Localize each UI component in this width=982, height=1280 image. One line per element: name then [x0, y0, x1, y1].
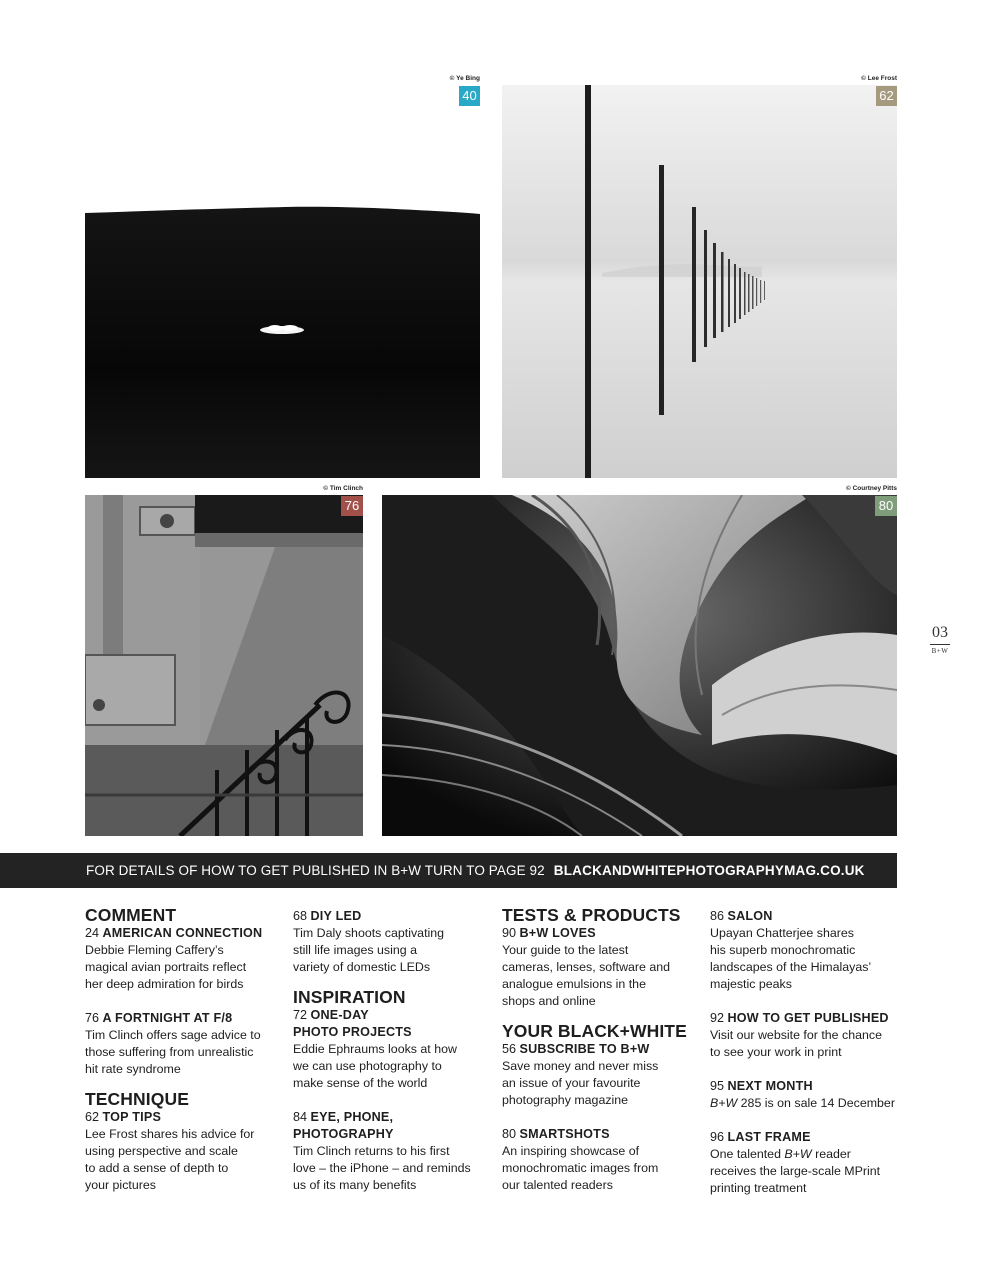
entry-title: HOW TO GET PUBLISHED	[727, 1011, 889, 1025]
photo-credit: © Tim Clinch	[323, 485, 363, 492]
entry-desc-line: majestic peaks	[710, 977, 792, 991]
contents-entry[interactable]	[293, 908, 489, 976]
entry-desc-line: using perspective and scale	[85, 1144, 238, 1158]
contents-entry[interactable]	[710, 1078, 906, 1112]
page-number-badge: 80	[875, 496, 897, 516]
contents-entry[interactable]	[502, 925, 698, 1010]
entry-desc-line: Tim Daly shoots captivating	[293, 926, 445, 940]
entry-desc-line: monochromatic images from	[502, 1161, 659, 1175]
entry-page-number: 92	[710, 1011, 725, 1025]
entry-desc-line: photography magazine	[502, 1093, 629, 1107]
entry-page-number: 86	[710, 909, 725, 923]
entry-desc-text: reader	[815, 1147, 851, 1161]
entry-desc-line: magical avian portraits reflect	[85, 960, 247, 974]
contents-entry[interactable]	[85, 1109, 281, 1194]
entry-title: A FORTNIGHT AT F/8	[102, 1011, 233, 1025]
entry-title: SUBSCRIBE TO B+W	[519, 1042, 650, 1056]
poles-in-water-image	[502, 85, 897, 478]
entry-desc-line: to see your work in print	[710, 1045, 842, 1059]
entry-page-number: 95	[710, 1079, 725, 1093]
entry-desc-line: cameras, lenses, software and	[502, 960, 671, 974]
entry-page-number: 76	[85, 1011, 100, 1025]
entry-page-number: 68	[293, 909, 308, 923]
section-heading-comment: COMMENT	[85, 905, 177, 925]
entry-title: NEXT MONTH	[727, 1079, 813, 1093]
entry-desc-line: Eddie Ephraums looks at how	[293, 1042, 457, 1056]
contents-entry[interactable]	[293, 1109, 489, 1194]
entry-desc-line: shops and online	[502, 994, 596, 1008]
photo-credit: © Ye Bing	[449, 75, 480, 82]
entry-desc-line: Upayan Chatterjee shares	[710, 926, 854, 940]
photo-ye-bing	[85, 85, 480, 478]
entry-desc-line: his superb monochromatic	[710, 943, 856, 957]
contents-entry[interactable]	[710, 1129, 906, 1197]
contents-column-3	[502, 906, 698, 1211]
entry-title-line-2: PHOTOGRAPHY	[293, 1127, 394, 1141]
entry-desc-line: receives the large-scale MPrint	[710, 1164, 881, 1178]
contents-entry[interactable]	[710, 908, 906, 993]
contents-entry[interactable]	[293, 1007, 489, 1092]
entry-desc-line: still life images using a	[293, 943, 417, 957]
entry-desc-line: An inspiring showcase of	[502, 1144, 640, 1158]
section-heading-your-black-white: YOUR BLACK+WHITE	[502, 1021, 687, 1041]
entry-desc-line	[710, 1095, 906, 1112]
entry-desc-line: variety of domestic LEDs	[293, 960, 431, 974]
page-number-badge: 76	[341, 496, 363, 516]
entry-desc-italic: B+W	[784, 1147, 812, 1161]
entry-desc-line: her deep admiration for birds	[85, 977, 244, 991]
entry-page-number: 90	[502, 926, 517, 940]
photo-credit: © Courtney Pitts	[845, 485, 897, 492]
entry-desc-line: make sense of the world	[293, 1076, 428, 1090]
folio-rule	[930, 644, 950, 645]
contents-entry[interactable]	[85, 1010, 281, 1078]
section-heading-tests-products: TESTS & PRODUCTS	[502, 905, 681, 925]
banner-text: FOR DETAILS OF HOW TO GET PUBLISHED IN B+W TURN TO PAGE 92	[86, 863, 545, 878]
entry-title: TOP TIPS	[102, 1110, 162, 1124]
entry-desc-line: hit rate syndrome	[85, 1062, 181, 1076]
photo-credit: © Lee Frost	[861, 75, 897, 82]
entry-desc-line: Visit our website for the chance	[710, 1028, 882, 1042]
entry-desc-line: to add a sense of depth to	[85, 1161, 229, 1175]
entry-desc-line: us of its many benefits	[293, 1178, 417, 1192]
entry-desc-line: our talented readers	[502, 1178, 613, 1192]
entry-title: DIY LED	[310, 909, 362, 923]
entry-desc-text: 285 is on sale 14 December	[740, 1096, 895, 1110]
entry-desc-line: Tim Clinch offers sage advice to	[85, 1028, 261, 1042]
entry-page-number: 24	[85, 926, 100, 940]
contents-column-4	[710, 908, 906, 1214]
entry-title: EYE, PHONE,	[310, 1110, 394, 1124]
contents-entry[interactable]	[502, 1126, 698, 1194]
entry-title-line-2: PHOTO PROJECTS	[293, 1025, 412, 1039]
photo-tim-clinch	[85, 495, 363, 836]
entry-desc-line: Your guide to the latest	[502, 943, 629, 957]
entry-desc-line: Save money and never miss	[502, 1059, 659, 1073]
entry-desc-line	[710, 1146, 906, 1163]
folio-number: 03	[932, 624, 948, 641]
dark-landscape-image	[85, 85, 480, 478]
entry-desc-line: Lee Frost shares his advice for	[85, 1127, 255, 1141]
entry-page-number: 96	[710, 1130, 725, 1144]
section-heading-inspiration: INSPIRATION	[293, 987, 406, 1007]
photo-lee-frost	[502, 85, 897, 478]
rock-formation-image	[382, 495, 897, 836]
entry-page-number: 72	[293, 1008, 308, 1022]
page-number-badge: 40	[459, 86, 480, 106]
entry-page-number: 80	[502, 1127, 517, 1141]
entry-title: LAST FRAME	[727, 1130, 811, 1144]
contents-column-2	[293, 908, 489, 1211]
entry-desc-line: an issue of your favourite	[502, 1076, 641, 1090]
entry-desc-line: we can use photography to	[293, 1059, 442, 1073]
entry-desc-line: landscapes of the Himalayas’	[710, 960, 872, 974]
entry-desc-line: printing treatment	[710, 1181, 807, 1195]
page-folio	[928, 624, 952, 656]
entry-desc-text: One talented	[710, 1147, 781, 1161]
entry-page-number: 62	[85, 1110, 100, 1124]
entry-desc-line: your pictures	[85, 1178, 156, 1192]
entry-title: SALON	[727, 909, 773, 923]
contents-entry[interactable]	[502, 1041, 698, 1109]
entry-desc-line: analogue emulsions in the	[502, 977, 646, 991]
entry-desc-line: love – the iPhone – and reminds	[293, 1161, 471, 1175]
photo-courtney-pitts	[382, 495, 897, 836]
page-number-badge: 62	[876, 86, 897, 106]
entry-desc-italic: B+W	[710, 1096, 738, 1110]
contents-entry[interactable]	[710, 1010, 906, 1061]
banner-website-link[interactable]: BLACKANDWHITEPHOTOGRAPHYMAG.CO.UK	[553, 863, 865, 878]
entry-title: B+W LOVES	[519, 926, 596, 940]
entry-page-number: 84	[293, 1110, 308, 1124]
entry-title: ONE-DAY	[310, 1008, 369, 1022]
contents-column-1	[85, 906, 281, 1211]
entry-page-number: 56	[502, 1042, 517, 1056]
entry-desc-line: Tim Clinch returns to his first	[293, 1144, 450, 1158]
folio-brand: B+W	[931, 647, 949, 655]
entry-title: SMARTSHOTS	[519, 1127, 610, 1141]
section-heading-technique: TECHNIQUE	[85, 1089, 189, 1109]
contents-entry[interactable]	[85, 925, 281, 993]
publish-banner	[0, 853, 897, 888]
staircase-railing-image	[85, 495, 363, 836]
entry-title: AMERICAN CONNECTION	[102, 926, 263, 940]
entry-desc-line: Debbie Fleming Caffery’s	[85, 943, 224, 957]
entry-desc-line: those suffering from unrealistic	[85, 1045, 254, 1059]
